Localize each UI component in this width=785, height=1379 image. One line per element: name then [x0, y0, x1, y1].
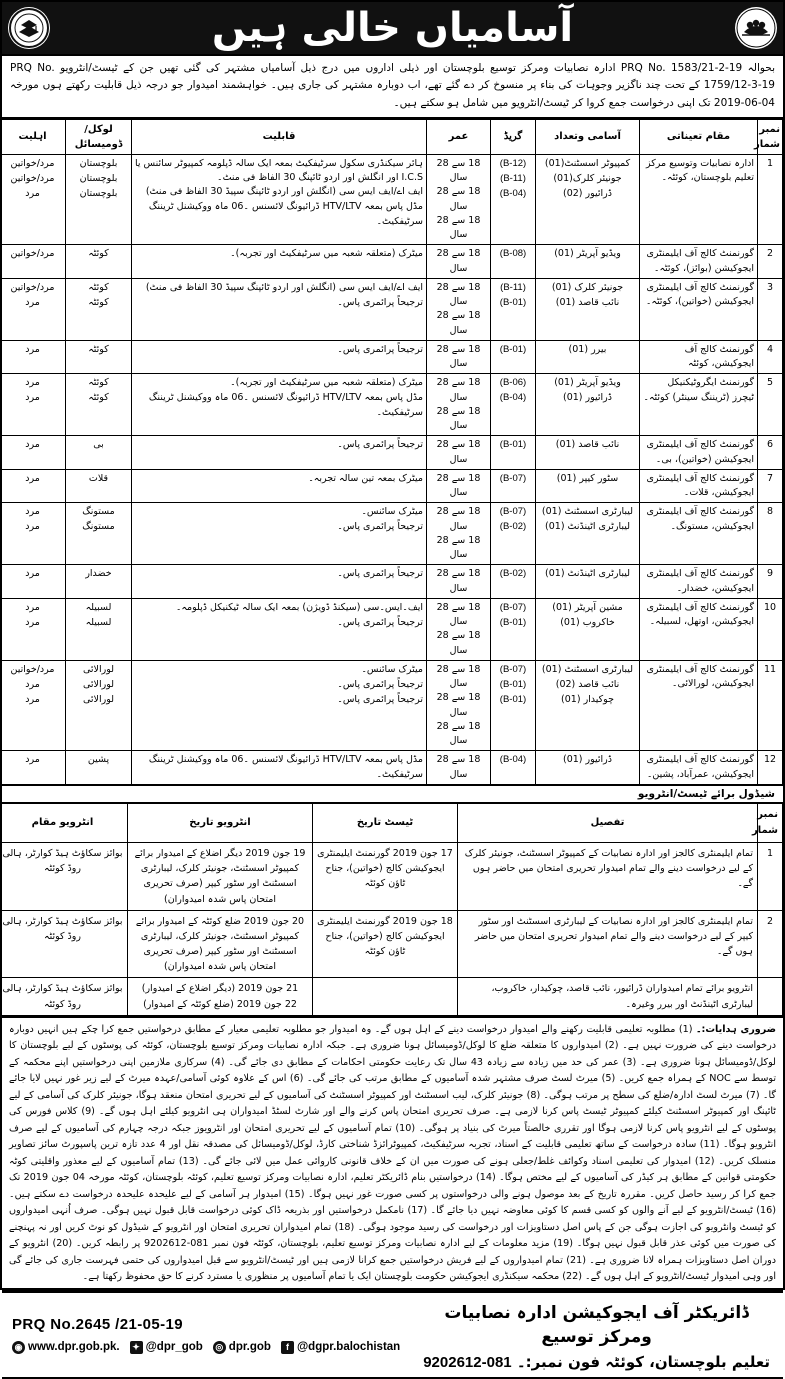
cell-post	[536, 245, 640, 279]
schedule-table	[0, 803, 783, 1016]
header-qualification: قابلیت	[132, 119, 427, 154]
cell-place: گورنمنٹ کالج آف ایلیمنٹری ایجوکیشن (بوائز)، کوئٹہ۔	[640, 245, 758, 279]
table-row	[0, 660, 783, 751]
table-header-row	[0, 803, 783, 842]
schedule-table-body	[0, 842, 783, 1015]
header-interview-place: انٹرویو مقام	[0, 803, 128, 842]
cell-age-item: 18 سے 28 سال	[436, 692, 481, 718]
cell-eligibility	[0, 503, 66, 565]
cell-domicile	[66, 469, 132, 503]
cell-serial: 6	[758, 436, 783, 470]
cell-serial: 2	[758, 245, 783, 279]
cell-eligibility-item: مرد/خواتین	[10, 248, 55, 260]
cell-post	[536, 565, 640, 599]
signature-phone-line	[420, 1353, 773, 1371]
prq-number: PRQ No.2645 /21-05-19	[12, 1315, 183, 1333]
cell-domicile-item: بلوچستان	[79, 157, 118, 169]
cell-eligibility-item: مرد	[25, 506, 40, 518]
cell-domicile-item: کوئٹہ	[88, 296, 109, 308]
cell-age	[427, 340, 491, 374]
cell-age	[427, 154, 491, 245]
cell-eligibility	[0, 436, 66, 470]
cell-age-item: 18 سے 28 سال	[436, 720, 481, 747]
instructions-section	[2, 1018, 783, 1291]
cell-qualification-item: ترجیحاً پرائمری پاس۔	[337, 439, 423, 451]
cell-eligibility-item: مرد	[25, 439, 40, 451]
cell-eligibility	[0, 469, 66, 503]
cell-post-item: ڈرائیور (01)	[562, 392, 612, 404]
cell-grade-item: (B-11)	[500, 172, 526, 184]
cell-post-item: ویڈیو آپریٹر (01)	[554, 248, 621, 260]
cell-domicile-item: کوئٹہ	[88, 281, 109, 293]
cell-domicile-item: کوئٹہ	[88, 377, 109, 389]
cell-eligibility-item: مرد	[25, 343, 40, 355]
cell-post-item: سٹور کیپر (01)	[556, 472, 619, 484]
cell-age	[427, 469, 491, 503]
table-row	[0, 374, 783, 436]
cell-qualification	[132, 503, 427, 565]
cell-post-item: نائب قاصد (01)	[555, 439, 620, 451]
signature-line-1: ڈائریکٹر آف ایجوکیشن ادارہ نصابیات ومرکز توسیع	[444, 1302, 749, 1348]
cell-post	[536, 598, 640, 660]
cell-grade-item: (B-07)	[499, 472, 527, 484]
cell-grade-item: (B-04)	[499, 187, 527, 199]
cell-grade-item: (B-01)	[499, 616, 527, 628]
cell-test-date: 17 جون 2019 گورنمنٹ ایلیمنٹری ایجوکیشن کالج (خواتین)، جناح ٹاؤن کوئٹہ	[313, 842, 458, 910]
cell-qualification	[132, 436, 427, 470]
cell-age-item: 18 سے 28 سال	[436, 248, 481, 274]
cell-place: گورنمنٹ کالج آف ایلیمنٹری ایجوکیشن، لورالائی۔	[640, 660, 758, 751]
cell-qualification	[132, 660, 427, 751]
cell-domicile-item: خضدار	[85, 568, 112, 580]
cell-serial: 12	[758, 751, 783, 785]
cell-grade-item: (B-01)	[499, 693, 527, 705]
instructions-heading: ضروری ہدایات:۔	[695, 1023, 776, 1035]
cell-post	[536, 154, 640, 245]
cell-place: گورنمنٹ کالج آف ایلیمنٹری ایجوکیشن، عمرآباد، پشین۔	[640, 751, 758, 785]
cell-eligibility	[0, 660, 66, 751]
cell-age	[427, 278, 491, 340]
header-domicile: لوکل/ڈومیسائل	[66, 119, 132, 154]
cell-post-item: چوکیدار (01)	[561, 693, 614, 705]
intro-paragraph: بحوالہ PRQ No. 1583/21-2-19 ادارہ نصابیات ومرکز توسیع بلوچستان اور ذیلی اداروں میں درج ذیل آسامیاں مشتہر کی گئی تھیں جن کے ٹیسٹ/انٹرویو PRQ No. 1759/12-3-19 کے تحت چند ناگزیر وجوہات کی بناء پر منسوخ کر دے گئے تھے، اب دوبارہ مشتہر کی جاری ہیں۔ خواہشمند امیدوار جو درجہ ذیل قابلیت رکھتے ہوں مورخہ 04-06-2019 تک اپنی درخواست جمع کروا کر ٹیسٹ/انٹرویو میں شامل ہو سکتے ہیں۔	[2, 56, 783, 119]
cell-test-date: 18 جون 2019 گورنمنٹ ایلیمنٹری ایجوکیشن کالج (خواتین)، جناح ٹاؤن کوئٹہ	[313, 910, 458, 978]
table-row	[0, 469, 783, 503]
schedule-section	[2, 786, 783, 1018]
header-serial: نمبر شمار	[758, 803, 783, 842]
cell-grade-item: (B-01)	[499, 296, 527, 308]
education-department-emblem	[8, 7, 50, 49]
cell-grade-item: (B-02)	[499, 568, 527, 580]
social-links	[12, 1341, 400, 1354]
cell-eligibility-item: مرد/خواتین	[10, 172, 55, 184]
cell-test-date	[313, 978, 458, 1015]
header-grade: گریڈ	[491, 119, 536, 154]
cell-post-item: ڈرائیور (01)	[562, 754, 612, 766]
cell-qualification	[132, 245, 427, 279]
cell-domicile-item: بلوچستان	[79, 187, 118, 199]
header-test-date: ٹیسٹ تاریخ	[313, 803, 458, 842]
cell-grade	[491, 340, 536, 374]
cell-grade-item: (B-11)	[500, 281, 526, 293]
cell-domicile-item: بی	[93, 439, 104, 451]
cell-grade-item: (B-07)	[499, 663, 527, 675]
schedule-table-header	[0, 803, 783, 842]
cell-post	[536, 340, 640, 374]
cell-qualification-item: ترجیحاً پرائمری پاس۔	[337, 616, 423, 628]
cell-grade-item: (B-12)	[499, 157, 527, 169]
balochistan-govt-emblem	[735, 7, 777, 49]
header-post: آسامی وتعداد	[536, 119, 640, 154]
cell-grade	[491, 469, 536, 503]
cell-interview-place: بوائز سکاؤٹ ہیڈ کوارٹر، ہالی روڈ کوئٹہ	[0, 978, 128, 1015]
cell-post	[536, 436, 640, 470]
cell-eligibility-item: مرد/خواتین	[10, 663, 55, 675]
cell-grade-item: (B-02)	[499, 521, 527, 533]
cell-domicile-item: قلات	[88, 472, 109, 484]
cell-qualification-item: میٹرک (متعلقہ شعبہ میں سرٹیفکیٹ اور تجربہ)۔	[230, 377, 423, 389]
cell-qualification-item: مڈل پاس بمعہ HTV/LTV ڈرائیونگ لائسنس ۔06 ماہ ووکیشنل ٹریننگ سرٹیفکیٹ۔	[148, 201, 423, 227]
cell-place: گورنمنٹ ایگروٹیکنیکل ٹیچرز (ٹریننگ سینٹر) کوئٹہ۔	[640, 374, 758, 436]
cell-eligibility-item: مرد	[25, 754, 40, 766]
social-label: dpr.gob	[228, 1341, 271, 1354]
cell-qualification-item: میٹرک سائنس۔	[361, 663, 423, 675]
cell-post-item: لیبارٹری اٹینڈنٹ (01)	[545, 521, 630, 533]
cell-post-item: لیبارٹری اٹینڈنٹ (01)	[545, 568, 630, 580]
cell-post-item: لیبارٹری اسسٹنٹ (01)	[541, 506, 634, 518]
cell-age-item: 18 سے 28 سال	[436, 377, 481, 403]
cell-age	[427, 245, 491, 279]
cell-serial: 10	[758, 598, 783, 660]
schedule-title: شیڈول برائے ٹیسٹ/انٹرویو	[2, 786, 783, 803]
cell-eligibility-item: مرد	[25, 693, 40, 705]
header-interview-date: انٹرویو تاریخ	[128, 803, 313, 842]
header-age: عمر	[427, 119, 491, 154]
cell-grade-item: (B-06)	[499, 377, 527, 389]
cell-eligibility	[0, 340, 66, 374]
cell-eligibility-item: مرد/خواتین	[10, 157, 55, 169]
table-row	[0, 436, 783, 470]
signature-line-2: تعلیم بلوچستان، کوئٹہ فون نمبر:۔	[516, 1353, 770, 1372]
cell-domicile-item: کوئٹہ	[88, 248, 109, 260]
cell-interview-place: بوائز سکاؤٹ ہیڈ کوارٹر، ہالی روڈ کوئٹہ	[0, 910, 128, 978]
cell-domicile	[66, 340, 132, 374]
cell-eligibility-item: مرد	[25, 601, 40, 613]
cell-age-item: 18 سے 28 سال	[436, 281, 481, 308]
cell-domicile-item: لورالائی	[82, 663, 114, 675]
cell-grade-item: (B-04)	[499, 754, 527, 766]
cell-eligibility	[0, 751, 66, 785]
cell-qualification-item: میٹرک سائنس۔	[361, 506, 423, 518]
cell-post	[536, 751, 640, 785]
cell-place: گورنمنٹ کالج آف ایلیمنٹری ایجوکیشن (خواتین)، کوئٹہ۔	[640, 278, 758, 340]
table-row	[0, 245, 783, 279]
social-link[interactable]	[281, 1341, 400, 1354]
cell-interview-date: 20 جون 2019 ضلع کوئٹہ کے امیدوار برائے کمپیوٹر اسسٹنٹ، جونیئر کلرک، لیبارٹری اسسٹنٹ اور سٹور کیپر (صرف تحریری امتحان پاس شدہ امیدواران)	[128, 910, 313, 978]
cell-eligibility	[0, 598, 66, 660]
cell-age	[427, 660, 491, 751]
cell-post	[536, 503, 640, 565]
cell-domicile	[66, 245, 132, 279]
cell-qualification	[132, 278, 427, 340]
jobs-table	[0, 119, 783, 786]
cell-serial: 1	[758, 842, 783, 910]
cell-place: گورنمنٹ کالج آف ایلیمنٹری ایجوکیشن، قلات۔	[640, 469, 758, 503]
cell-age	[427, 598, 491, 660]
jobs-table-body	[0, 154, 783, 785]
header-details: تفصیل	[458, 803, 758, 842]
cell-eligibility	[0, 278, 66, 340]
cell-qualification	[132, 565, 427, 599]
cell-eligibility	[0, 374, 66, 436]
cell-post-item: جونیئر کلرک (01)	[551, 281, 624, 293]
cell-place: گورنمنٹ کالج آف ایلیمنٹری ایجوکیشن، مستونگ۔	[640, 503, 758, 565]
cell-qualification	[132, 598, 427, 660]
cell-grade	[491, 374, 536, 436]
cell-post	[536, 469, 640, 503]
cell-qualification-item: مڈل پاس بمعہ HTV/LTV ڈرائیونگ لائسنس ۔06 ماہ ووکیشنل ٹریننگ سرٹیفکیٹ۔	[148, 392, 423, 418]
cell-place: گورنمنٹ کالج آف ایلیمنٹری ایجوکیشن، اوتھل، لسبیلہ۔	[640, 598, 758, 660]
cell-grade	[491, 751, 536, 785]
cell-qualification	[132, 374, 427, 436]
header-eligibility: اہلیت	[0, 119, 66, 154]
cell-serial: 5	[758, 374, 783, 436]
cell-domicile-item: مستونگ	[82, 506, 115, 518]
contact-phone: 081-9202612	[423, 1354, 512, 1372]
cell-grade	[491, 278, 536, 340]
header-banner	[2, 2, 783, 56]
jobs-table-header	[0, 119, 783, 154]
cell-eligibility-item: مرد	[25, 568, 40, 580]
cell-eligibility	[0, 154, 66, 245]
cell-post-item: جونیئر کلرک(01)	[553, 172, 622, 184]
cell-qualification-item: مڈل پاس بمعہ HTV/LTV ڈرائیونگ لائسنس ۔06 ماہ ووکیشنل ٹریننگ سرٹیفکیٹ۔	[148, 754, 423, 780]
cell-age-item: 18 سے 28 سال	[436, 630, 481, 656]
cell-post	[536, 278, 640, 340]
cell-serial: 8	[758, 503, 783, 565]
cell-post-item: ویڈیو آپریٹر (01)	[554, 377, 621, 389]
cell-qualification-item: ترجیحاً پرائمری پاس۔	[337, 343, 423, 355]
cell-age-item: 18 سے 28 سال	[436, 568, 481, 594]
table-row	[0, 154, 783, 245]
cell-serial: 9	[758, 565, 783, 599]
cell-qualification-item: ایف اے/ایف ایس سی (انگلش اور اردو ٹائپنگ سپیڈ 30 الفاظ فی منٹ)	[145, 281, 423, 293]
cell-post-item: کمپیوٹر اسسٹنٹ(01)	[544, 157, 631, 169]
cell-age	[427, 751, 491, 785]
cell-age-item: 18 سے 28 سال	[436, 186, 481, 212]
cell-eligibility-item: مرد	[25, 616, 40, 628]
cell-domicile	[66, 503, 132, 565]
cell-qualification-item: میٹرک (متعلقہ شعبہ میں سرٹیفکیٹ اور تجربہ)۔	[230, 248, 423, 260]
table-row	[0, 565, 783, 599]
cell-details: تمام ایلیمنٹری کالجز اور ادارہ نصابیات کے لیبارٹری اسسٹنٹ اور سٹور کیپر کے لیے درخواست دینے والے تمام امیدوار تحریری امتحان میں حاضر ہوں گے۔	[458, 910, 758, 978]
table-row	[0, 278, 783, 340]
header-place: مقام تعیناتی	[640, 119, 758, 154]
cell-post-item: نائب قاصد (01)	[555, 296, 620, 308]
cell-domicile	[66, 436, 132, 470]
cell-age	[427, 565, 491, 599]
cell-grade-item: (B-08)	[499, 248, 527, 260]
cell-domicile-item: پشین	[87, 754, 110, 766]
cell-age-item: 18 سے 28 سال	[436, 506, 481, 532]
cell-serial: 1	[758, 154, 783, 245]
cell-domicile-item: کوئٹہ	[88, 343, 109, 355]
cell-interview-date: 19 جون 2019 دیگر اضلاع کے امیدوار برائے کمپیوٹر اسسٹنٹ، جونیئر کلرک، لیبارٹری اسسٹنٹ اور سٹور کیپر (صرف تحریری امتحان پاس شدہ امیدواران)	[128, 842, 313, 910]
twitter-icon: ✦	[130, 1341, 143, 1354]
cell-grade-item: (B-01)	[499, 678, 527, 690]
cell-age-item: 18 سے 28 سال	[436, 601, 481, 628]
cell-grade	[491, 598, 536, 660]
cell-age-item: 18 سے 28 سال	[436, 439, 481, 465]
cell-domicile	[66, 278, 132, 340]
cell-grade	[491, 154, 536, 245]
cell-post	[536, 660, 640, 751]
instructions-text: (1) مطلوبہ تعلیمی قابلیت رکھنے والے امیدوار درخواست دینے کے اہل ہوں گے۔ وہ امیدوار جو مطلوبہ تعلیمی معیار کے مطابق درخواستیں جمع کرا چکے ہیں انہیں دوبارہ درخواست دینے کی ضرورت نہیں ہے۔ (2) امیدواروں کا متعلقہ ضلع کا لوکل/ڈومیسائل ہونا ضروری ہے۔ جبکہ ادارہ نصابیات ومرکز توسیع بلوچستان، کوئٹہ کی پوسٹوں کے لیے بلوچستان کا لوکل/ڈومیسائل ہونا ضروری ہے۔ (3) عمر کی حد میں زیادہ سے زیادہ 43 سال تک رعایت حکومتی احکامات کے مطابق دی جائے گی۔ (4) سرکاری ملازمین اپنی درخواستیں اپنے محکمہ کے توسط سے NOC کے ہمراہ جمع کریں۔ (5) میرٹ لسٹ صرف مشتہر شدہ آسامیوں کے مطابق مرتب کی جائے گی۔ (6) اس کے علاوہ کوئی آسامی/عہدہ میرٹ کے لیے زیر غور نہیں لایا جائے گا۔ (7) میرٹ لسٹ ادارہ/ضلع کی سطح پر مرتب ہوگی۔ (8) جونیئر کلرک، لیب اسسٹنٹ اور کمپیوٹر اسسٹنٹ کی آسامیوں کے لیے تحریری امتحان منعقد ہوگا، جونیئر کلرک کی آسامی کے لیے ٹائپنگ اور کمپیوٹر اسسٹنٹ کیلئے کمپیوٹر ٹیسٹ پاس کرنا لازمی ہے۔ صرف تحریری امتحان پاس کرنے والے اور شارٹ لسٹڈ امیدواران ہی انٹرویو کیلئے اہل ہوں گے۔ (9) کلاس فورس کی پوسٹوں کے لیے انٹرویو پاس کرنا لازمی ہوگا اور تقرری خالصتاً میرٹ کی بنیاد پر ہوگی۔ (10) تمام آسامیوں کے لیے تحریری امتحان اور انٹرویوز جبکہ درجہ چہارم کی آسامیوں کے لیے صرف انٹرویو ہوگا۔ (11) سادہ درخواست کے ساتھ تعلیمی قابلیت کے اسناد، تجربہ سرٹیفکیٹ، کمپیوٹرائزڈ شناختی کارڈ، لوکل/ڈومیسائل کی مصدقہ نقل اور 4 عدد تازہ ترین پاسپورٹ سائز تصاویر منسلک کریں۔ (12) امیدوار کی تعلیمی اسناد وکوائف غلط/جعلی ہونے کی صورت میں ان کے خلاف قانونی کاروائی عمل میں لائی جائے گی۔ (13) تمام آسامیوں کے لیے معذور واقلیتی کوٹہ حکومتی قوانین کے مطابق ہر کیڈر کی آسامیوں کے لیے مختص ہوگا۔ (14) درخواستیں بنام ڈائریکٹر تعلیم، ادارہ نصابیات ومرکز توسیع تعلیم، کوئٹہ بلوچستان، کوئٹہ مورخہ 04 جون 2019 تک جمع کرا کر رسید حاصل کریں۔ مقررہ تاریخ کے بعد موصول ہونے والی درخواستوں پر کسی صورت غور نہیں ہوگا۔ (15) امیدوار ہر آسامی کے لیے علیحدہ علیحدہ درخواست دے سکتے ہیں۔ (16) ٹیسٹ/انٹرویو کے لیے آنے والوں کو کسی قسم کا کوئی معاوضہ نہیں دیا جائے گا۔ (17) نامکمل درخواستیں اور بذریعہ ڈاک کوئی درخواست قابل قبول نہیں ہوگی۔ صرف اُنہی امیدواروں کو ٹیسٹ وانٹرویو کی اجازت ہوگی جن کے پاس اصل دستاویزات اور درخواست کی رسید موجود ہوگی۔ (18) تمام امیدواران تحریری امتحان اور انٹرویو کے شیڈول کو نوٹ کریں اور نہ پہنچنے کی صورت میں کوئی عذر قابل قبول نہیں ہوگا۔ (19) مزید معلومات کے لیے ادارہ نصابیات ومرکز توسیع تعلیم، بلوچستان، کوئٹہ فون نمبر 081-9202612 پر رابطہ کریں۔ (20) انٹرویو کے دوران اصل دستاویزات ہمراہ لانا ضروری ہے۔ (21) تمام امیدواروں کے لیے فریش درخواستیں جمع کرانا لازمی ہیں اور ٹیسٹ/انٹرویو سے قبل امیدواروں کی حتمی فہرست جاری کی جائے گی اور وہی امیدوار ٹیسٹ/انٹرویو کے اہل ہوں گے۔ (22) محکمہ سیکنڈری ایجوکیشن حکومت بلوچستان ایک یا تمام آسامیوں پر منظوری یا مسترد کرنے کا حق محفوظ رکھتا ہے۔	[9, 1023, 777, 1283]
cell-age-item: 18 سے 28 سال	[436, 754, 481, 780]
cell-post-item: مشین آپریٹر (01)	[552, 601, 623, 613]
cell-grade	[491, 245, 536, 279]
cell-eligibility-item: مرد	[25, 187, 40, 199]
cell-grade-item: (B-01)	[499, 343, 527, 355]
cell-qualification	[132, 751, 427, 785]
cell-age-item: 18 سے 28 سال	[436, 157, 481, 184]
cell-domicile-item: مستونگ	[82, 521, 115, 533]
social-link[interactable]	[12, 1341, 120, 1354]
instagram-icon: ◎	[213, 1341, 226, 1354]
cell-post-item: ڈرائیور (02)	[562, 187, 612, 199]
globe-icon: ◉	[12, 1341, 25, 1354]
cell-grade	[491, 565, 536, 599]
cell-age-item: 18 سے 28 سال	[436, 310, 481, 336]
cell-eligibility-item: مرد	[25, 472, 40, 484]
cell-post	[536, 374, 640, 436]
cell-domicile	[66, 565, 132, 599]
cell-serial	[758, 978, 783, 1015]
table-row	[0, 910, 783, 978]
cell-age-item: 18 سے 28 سال	[436, 343, 481, 370]
cell-post-item: بیرر (01)	[568, 343, 607, 355]
cell-eligibility	[0, 565, 66, 599]
cell-qualification-item: ہائر سیکنڈری سکول سرٹیفکیٹ بمعہ ایک سالہ ڈپلومہ کمپیوٹر سائنس یا I.C.S اور انگلش اور اردو ٹائپنگ 30 الفاظ فی منٹ۔	[135, 157, 423, 184]
cell-eligibility-item: مرد	[25, 392, 40, 404]
cell-serial: 4	[758, 340, 783, 374]
cell-place: گورنمنٹ کالج آف ایجوکیشن، کوئٹہ	[640, 340, 758, 374]
cell-age	[427, 436, 491, 470]
table-row	[0, 842, 783, 910]
cell-serial: 2	[758, 910, 783, 978]
cell-domicile-item: کوئٹہ	[88, 392, 109, 404]
social-label: @dgpr.balochistan	[296, 1341, 401, 1354]
cell-age	[427, 374, 491, 436]
cell-qualification	[132, 469, 427, 503]
cell-interview-place: بوائز سکاؤٹ ہیڈ کوارٹر، ہالی روڈ کوئٹہ	[0, 842, 128, 910]
table-row	[0, 598, 783, 660]
cell-grade-item: (B-07)	[499, 601, 527, 613]
cell-grade	[491, 436, 536, 470]
cell-qualification-item: ترجیحاً پرائمری پاس۔	[337, 521, 423, 533]
cell-domicile-item: لسبیلہ	[85, 616, 112, 628]
cell-domicile	[66, 751, 132, 785]
social-label: www.dpr.gob.pk.	[28, 1341, 120, 1354]
social-link[interactable]	[213, 1341, 271, 1354]
cell-domicile-item: لورالائی	[82, 693, 114, 705]
cell-qualification-item: ایف۔ایس۔سی (سیکنڈ ڈویژن) بمعہ ایک سالہ ٹیکنیکل ڈپلومہ۔	[175, 601, 423, 613]
cell-qualification-item: ایف اے/ایف ایس سی (انگلش اور اردو ٹائپنگ سپیڈ 30 الفاظ فی منٹ)	[145, 186, 423, 198]
table-row	[0, 503, 783, 565]
cell-serial: 3	[758, 278, 783, 340]
cell-age	[427, 503, 491, 565]
cell-domicile	[66, 154, 132, 245]
cell-qualification-item: ترجیحاً پرائمری پاس۔	[337, 296, 423, 308]
cell-domicile	[66, 660, 132, 751]
cell-qualification	[132, 154, 427, 245]
cell-grade-item: (B-04)	[499, 392, 527, 404]
cell-qualification-item: ترجیحاً پرائمری پاس۔	[337, 693, 423, 705]
facebook-icon: f	[281, 1341, 294, 1354]
page-title: آسامیاں خالی ہیں	[211, 5, 574, 51]
cell-place: گورنمنٹ کالج آف ایلیمنٹری ایجوکیشن (خواتین)، بی۔	[640, 436, 758, 470]
cell-eligibility-item: مرد	[25, 521, 40, 533]
cell-age-item: 18 سے 28 سال	[436, 534, 481, 561]
cell-eligibility	[0, 245, 66, 279]
table-row	[0, 751, 783, 785]
cell-eligibility-item: مرد	[25, 296, 40, 308]
header-serial: نمبر شمار	[758, 119, 783, 154]
cell-eligibility-item: مرد	[25, 377, 40, 389]
cell-qualification-item: ترجیحاً پرائمری پاس۔	[337, 568, 423, 580]
cell-grade	[491, 660, 536, 751]
footer	[2, 1291, 783, 1377]
cell-place: ادارہ نصابیات وتوسیع مرکز تعلیم بلوچستان، کوئٹہ۔	[640, 154, 758, 245]
cell-place: گورنمنٹ کالج آف ایلیمنٹری ایجوکیشن، خضدار۔	[640, 565, 758, 599]
cell-grade-item: (B-07)	[499, 506, 527, 518]
cell-post-item: لیبارٹری اسسٹنٹ (01)	[541, 663, 634, 675]
table-header-row	[0, 119, 783, 154]
cell-eligibility-item: مرد	[25, 678, 40, 690]
cell-age-item: 18 سے 28 سال	[436, 472, 481, 499]
cell-qualification-item: ترجیحاً پرائمری پاس۔	[337, 678, 423, 690]
cell-domicile-item: لسبیلہ	[85, 601, 112, 613]
social-label: @dpr_gob	[145, 1341, 203, 1354]
cell-domicile	[66, 598, 132, 660]
cell-details: انٹرویو برائے تمام امیدواران ڈرائیور، نائب قاصد، چوکیدار، خاکروب، لیبارٹری اٹینڈنٹ اور بیرر وغیرہ۔	[458, 978, 758, 1015]
cell-age-item: 18 سے 28 سال	[436, 405, 481, 432]
cell-grade-item: (B-01)	[499, 439, 527, 451]
cell-post-item: خاکروب (01)	[560, 616, 615, 628]
table-row	[0, 978, 783, 1015]
cell-serial: 7	[758, 469, 783, 503]
cell-age-item: 18 سے 28 سال	[436, 214, 481, 241]
cell-qualification-item: میٹرک بمعہ تین سالہ تجربہ۔	[308, 472, 423, 484]
social-link[interactable]	[130, 1341, 203, 1354]
footer-signature-block	[410, 1293, 783, 1377]
cell-grade	[491, 503, 536, 565]
footer-prq-block	[2, 1293, 410, 1377]
cell-interview-date: 21 جون 2019 (دیگر اضلاع کے امیدوار) 22 جون 2019 (ضلع کوئٹہ کے امیدوار)	[128, 978, 313, 1015]
cell-eligibility-item: مرد/خواتین	[10, 281, 55, 293]
table-row	[0, 340, 783, 374]
cell-age-item: 18 سے 28 سال	[436, 663, 481, 690]
cell-serial: 11	[758, 660, 783, 751]
cell-domicile-item: بلوچستان	[79, 172, 118, 184]
cell-domicile	[66, 374, 132, 436]
cell-domicile-item: لورالائی	[82, 678, 114, 690]
cell-post-item: نائب قاصد (02)	[555, 678, 620, 690]
cell-qualification	[132, 340, 427, 374]
cell-details: تمام ایلیمنٹری کالجز اور ادارہ نصابیات کے کمپیوٹر اسسٹنٹ، جونیئر کلرک کے لیے درخواست دینے والے تمام امیدوار تحریری امتحان میں حاضر ہوں گے۔	[458, 842, 758, 910]
